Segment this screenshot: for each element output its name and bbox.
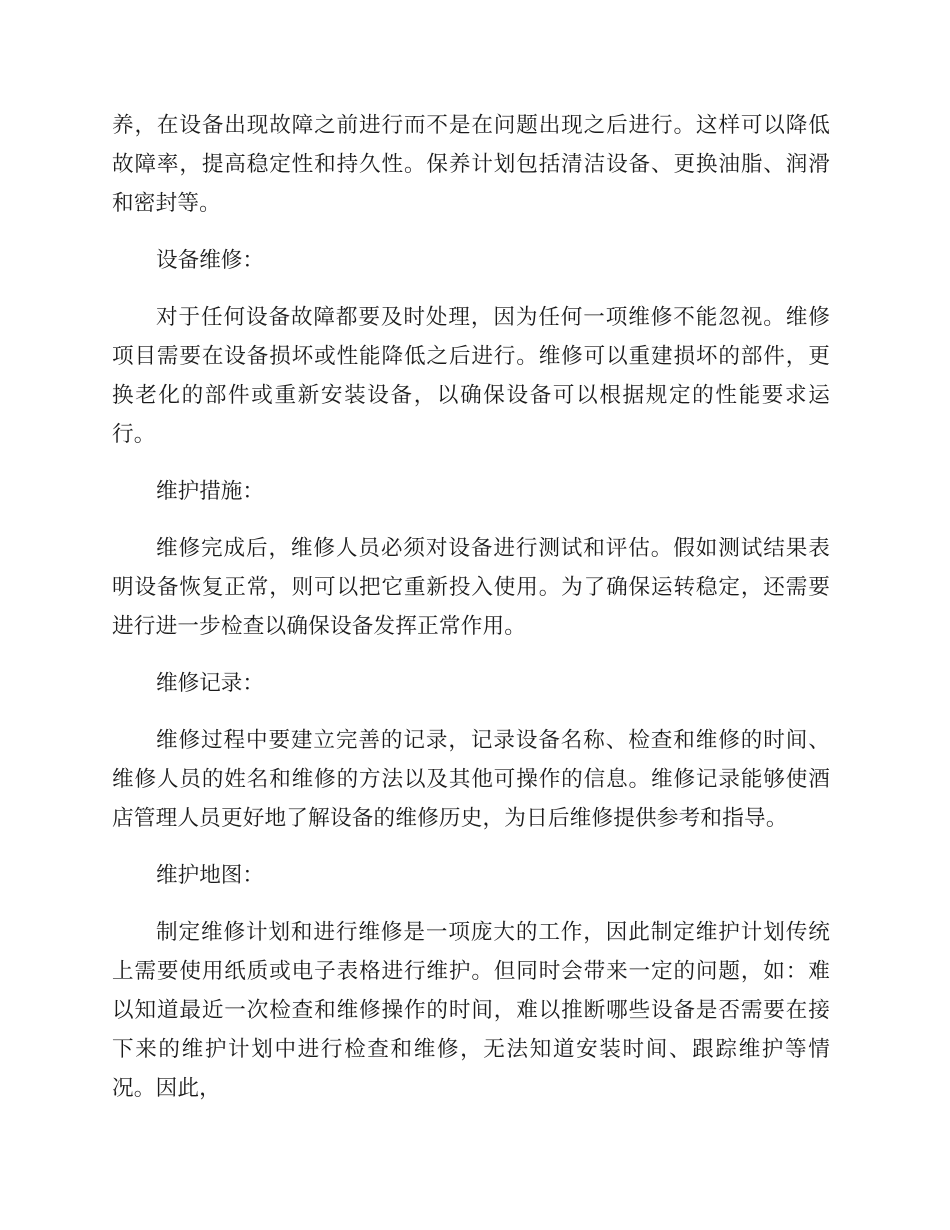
section-heading-maintenance-map: 维护地图：	[156, 863, 264, 888]
section-heading-equipment-repair: 设备维修：	[156, 248, 264, 273]
section-heading-maintenance-measures: 维护措施：	[156, 479, 264, 504]
section-heading-repair-records: 维修记录：	[156, 671, 264, 696]
paragraph-maintenance-map: 制定维修计划和进行维修是一项庞大的工作，因此制定维护计划传统上需要使用纸质或电子表格进行维护。但同时会带来一定的问题，如：难以知道最近一次检查和维修操作的时间，难以推断哪些设备是否需要在接下来的维护计划中进行检查和维修，无法知道安装时间、跟踪维护等情况。因此，	[112, 920, 830, 1101]
paragraph-maintenance-measures: 维修完成后，维修人员必须对设备进行测试和评估。假如测试结果表明设备恢复正常，则可以把它重新投入使用。为了确保运转稳定，还需要进行进一步检查以确保设备发挥正常作用。	[112, 536, 830, 639]
paragraph-repair-records: 维修过程中要建立完善的记录，记录设备名称、检查和维修的时间、维修人员的姓名和维修的方法以及其他可操作的信息。维修记录能够使酒店管理人员更好地了解设备的维修历史，为日后维修提供参考和指导。	[112, 728, 830, 831]
paragraph-maintenance-plan-continued: 养，在设备出现故障之前进行而不是在问题出现之后进行。这样可以降低故障率，提高稳定性和持久性。保养计划包括清洁设备、更换油脂、润滑和密封等。	[112, 113, 830, 216]
document-body	[112, 106, 830, 1126]
paragraph-equipment-repair: 对于任何设备故障都要及时处理，因为任何一项维修不能忽视。维修项目需要在设备损坏或性能降低之后进行。维修可以重建损坏的部件，更换老化的部件或重新安装设备，以确保设备可以根据规定的性能要求运行。	[112, 305, 830, 447]
